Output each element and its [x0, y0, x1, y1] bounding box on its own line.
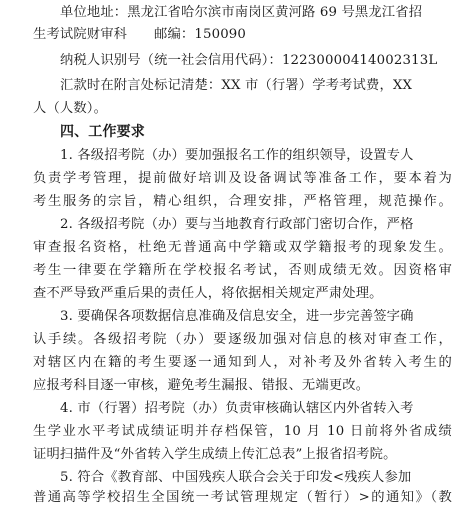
item-2-line-4: 查不严导致严重后果的责任人，将依据相关规定严肃处理。 [33, 286, 383, 301]
item-2-line-2: 审查报名资格，杜绝无普通高中学籍或双学籍报考的现象发生。 [33, 240, 452, 255]
address-line-cont: 生考试院财审科 邮编：150090 [33, 27, 247, 42]
item-1-line-3: 考生服务的宗旨，精心组织，合理安排，严格管理，规范操作。 [33, 194, 452, 209]
item-1-line-1: 1. 各级招考院（办）要加强报名工作的组织领导，设置专人 [60, 148, 414, 163]
address-line: 单位地址：黑龙江省哈尔滨市南岗区黄河路 69 号黑龙江省招 [60, 5, 423, 20]
remittance-note-line: 汇款时在附言处标记清楚：XX 市（行署）学考考试费，XX [60, 78, 413, 93]
item-5-line-2: 普通高等学校招生全国统一考试管理规定（暂行）>的通知》（教 [33, 490, 452, 505]
item-4-line-3: 证明扫描件及“外省转入学生成绩上传汇总表”上报省招考院。 [33, 447, 397, 462]
section-heading: 四、工作要求 [60, 124, 145, 140]
item-4-line-1: 4. 市（行署）招考院（办）负责审核确认辖区内外省转入考 [60, 401, 414, 416]
item-2-line-3: 考生一律要在学籍所在学校报名考试，否则成绩无效。因资格审 [33, 263, 452, 278]
item-2-line-1: 2. 各级招考院（办）要与当地教育行政部门密切合作，严格 [60, 217, 414, 232]
item-3-line-3: 对辖区内在籍的考生要逐一通知到人，对补考及外省转入考生的 [33, 355, 452, 370]
item-3-line-1: 3. 要确保各项数据信息准确及信息安全，进一步完善签字确 [60, 309, 414, 324]
taxpayer-id-line: 纳税人识别号（统一社会信用代码）：12230000414002313L [60, 53, 438, 68]
item-5-line-1: 5. 符合《教育部、中国残疾人联合会关于印发<残疾人参加 [60, 470, 412, 485]
item-3-line-4: 应报考科目逐一审核，避免考生漏报、错报、无端更改。 [33, 378, 370, 393]
item-4-line-2: 生学业水平考试成绩证明并存档保管，10 月 10 日前将外省成绩 [33, 424, 452, 439]
item-3-line-2: 认手续。各级招考院（办）要逐级加强对信息的核对审查工作， [33, 332, 452, 347]
remittance-note-cont: 人（人数）。 [33, 101, 108, 116]
item-1-line-2: 负责学考管理，提前做好培训及设备调试等准备工作，要本着为 [33, 171, 452, 186]
